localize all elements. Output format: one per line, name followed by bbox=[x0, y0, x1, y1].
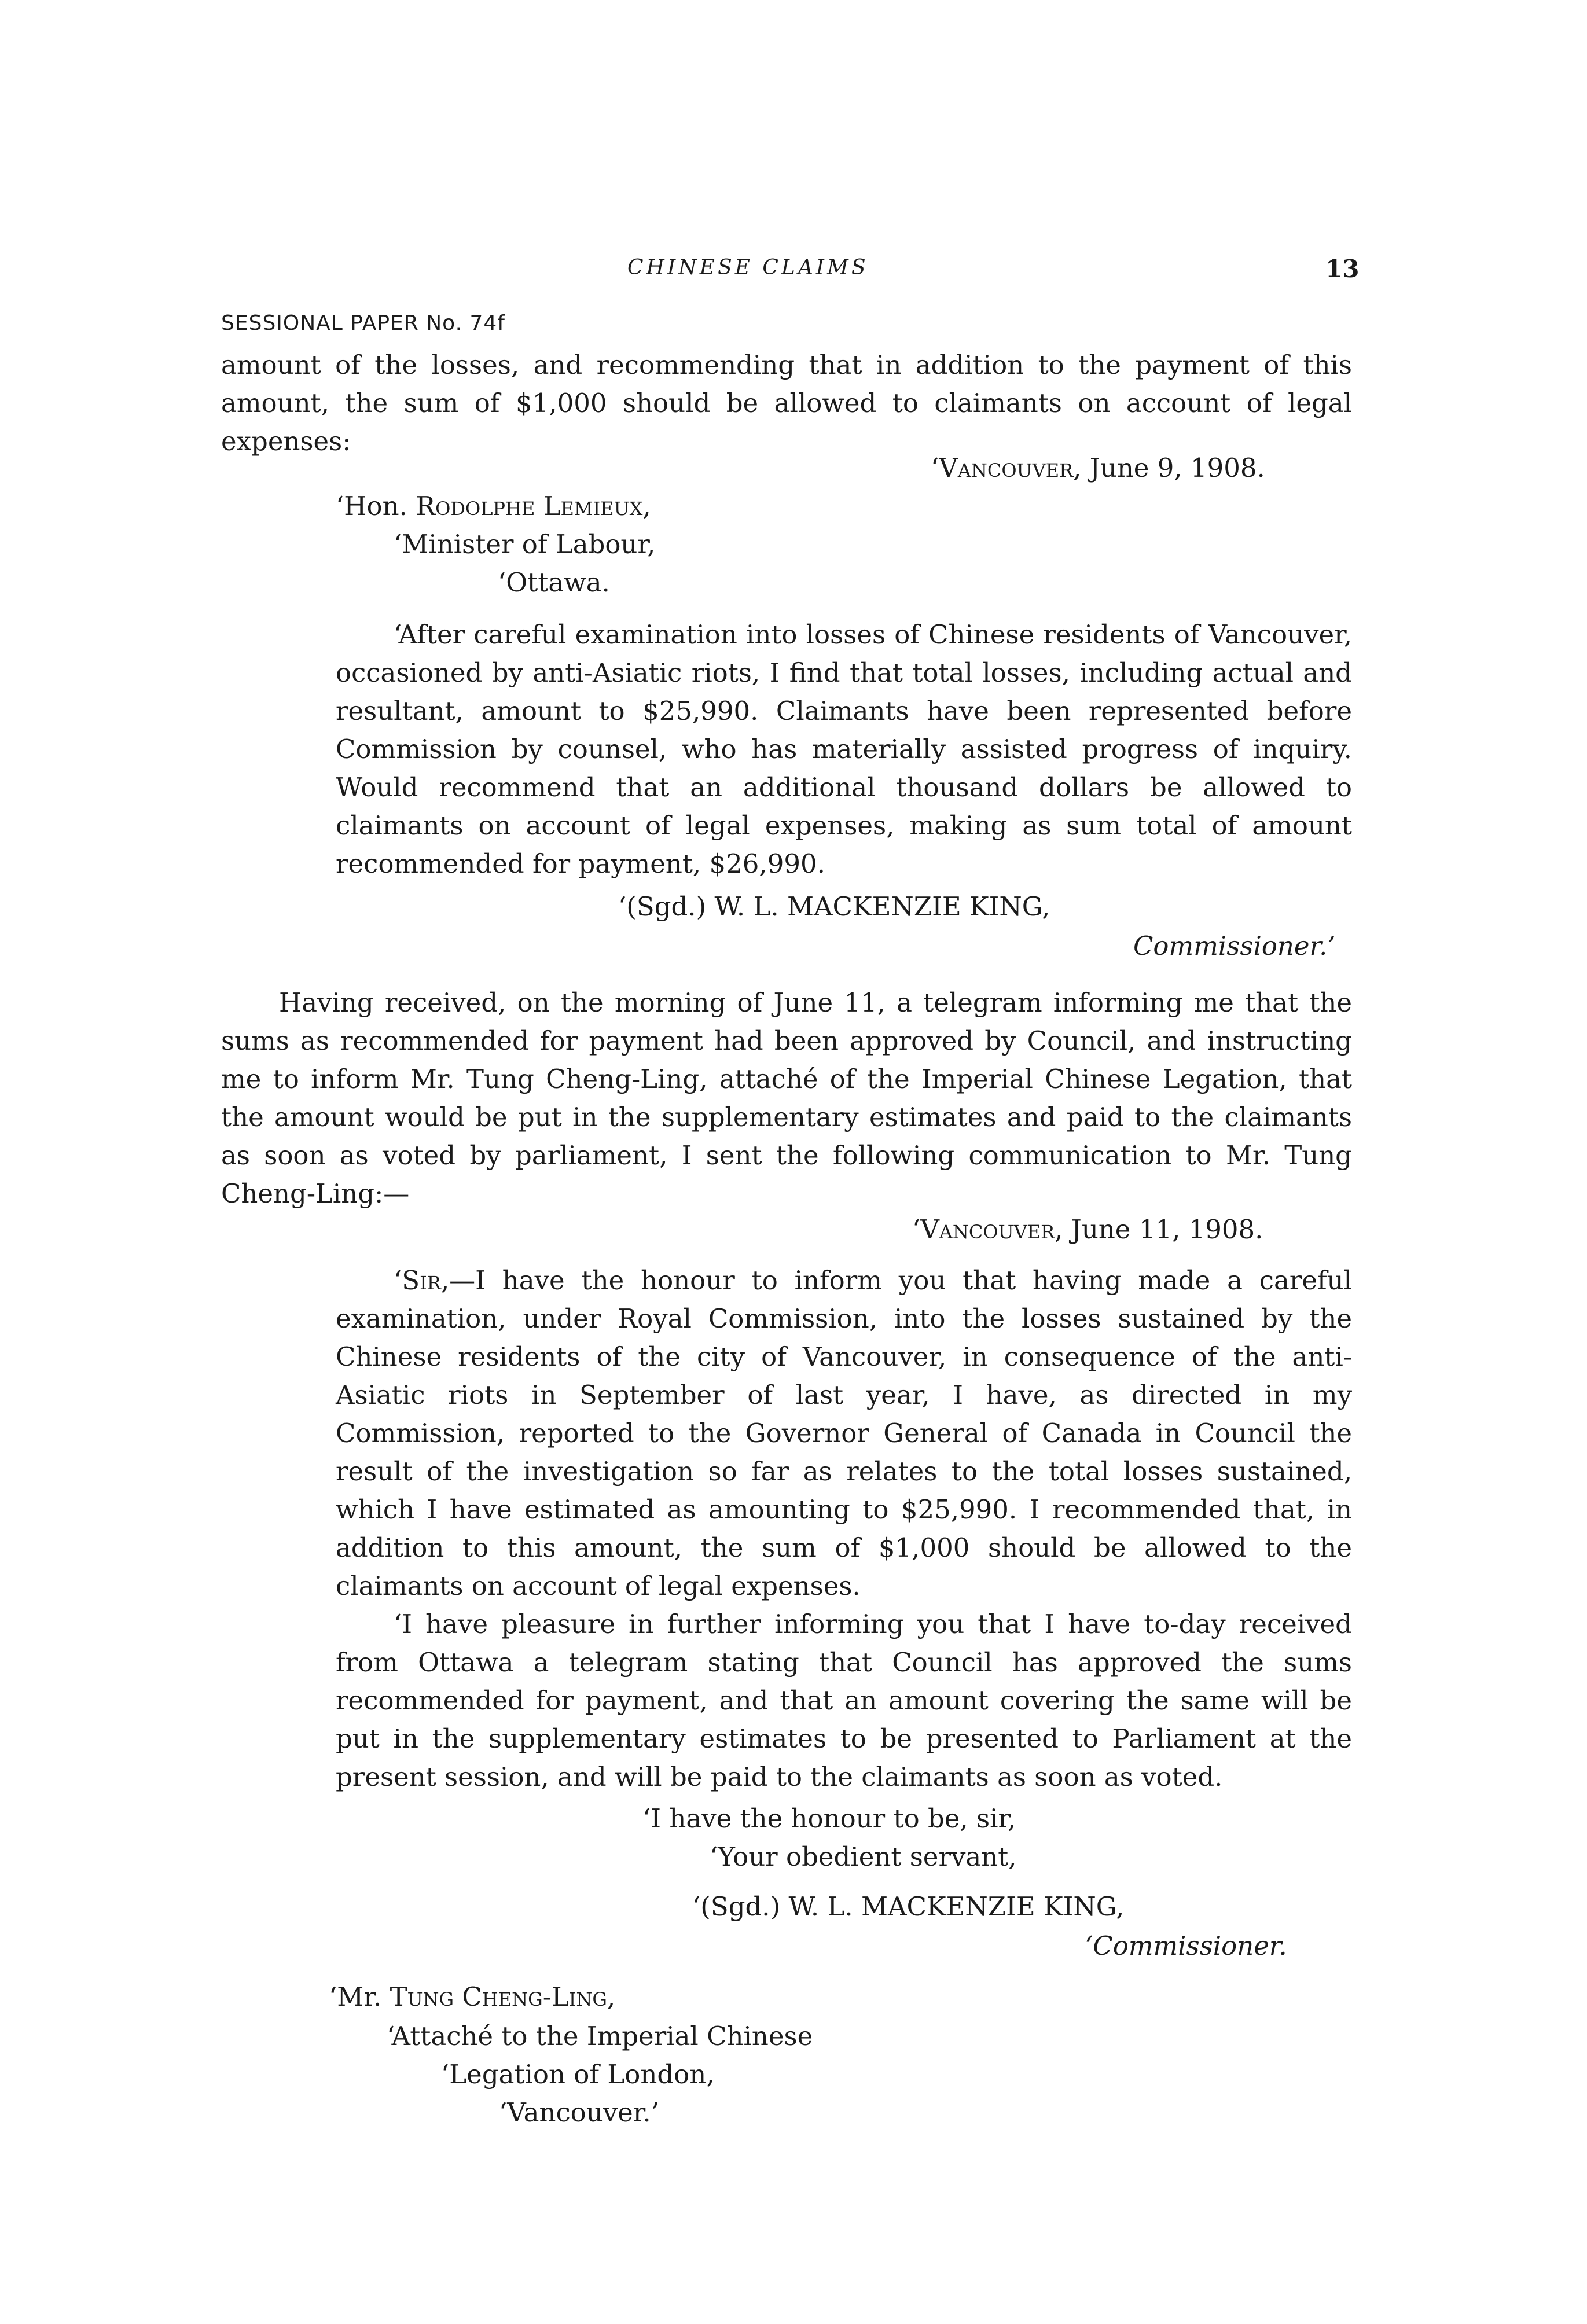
letter-date: June 11, 1908. bbox=[1071, 1214, 1263, 1245]
letter-closing-2: ‘Your obedient servant, bbox=[710, 1841, 1017, 1872]
letter-addressee-name bbox=[329, 1978, 615, 2016]
telegram1-addressee-name bbox=[336, 487, 651, 525]
telegram1-addressee-line2: ‘Minister of Labour, bbox=[394, 529, 656, 560]
telegram1-date: June 9, 1908. bbox=[1089, 453, 1265, 483]
letter-paragraph-1-text: —I have the honour to inform you that having made a careful examination, under Royal Commission, into the losses sustained by the Chinese residents of the city of Vancouver, in consequence of the anti-Asiatic riots in September of last year, I have, as directed in my Commission, reported to the Governor General of Canada in Council the result of the investigation so far as relates to the total losses sustained, which I have estimated as amounting to $25,990. I recommended that, in addition to this amount, the sum of $1,000 should be allowed to the claimants on account of legal expenses. bbox=[336, 1265, 1352, 1601]
telegram1-signature: ‘(Sgd.) W. L. MACKENZIE KING, bbox=[618, 891, 1050, 922]
intro-paragraph: amount of the losses, and recommending that in addition to the payment of this amount, the sum of $1,000 should be allowed to claimants on account of legal expenses: bbox=[221, 350, 1352, 457]
page-number: 13 bbox=[1325, 255, 1360, 283]
letter-signature: ‘(Sgd.) W. L. MACKENZIE KING, bbox=[692, 1891, 1125, 1922]
letter-addressee-line3: ‘Legation of London, bbox=[441, 2059, 715, 2090]
telegram1-addressee-line3: ‘Ottawa. bbox=[498, 567, 610, 598]
letter-salutation: ‘Sir, bbox=[394, 1265, 450, 1296]
telegram1-dateline bbox=[931, 449, 1265, 487]
narrative-paragraph: Having received, on the morning of June 11, a telegram informing me that the sums as recommended for payment had been approved by Council, and instructing me to inform Mr. Tung Cheng-Ling, attaché of the Imperial Chinese Legation, that the amount would be put in the supplementary estimates and paid to the claimants as soon as voted by parliament, I sent the following communication to Mr. Tung Cheng-Ling:— bbox=[221, 987, 1352, 1209]
telegram1-body: ‘After careful examination into losses of Chinese residents of Vancouver, occasioned by anti-Asiatic riots, I find that total losses, including actual and resultant, amount to $25,990. Claimants have been represented before Commission by counsel, who has materially assisted progress of inquiry. Would recommend that an additional thousand dollars be allowed to claimants on account of legal expenses, making as sum total of amount recommended for payment, $26,990. bbox=[336, 619, 1352, 879]
letter-signatory-title: ‘Commissioner. bbox=[1085, 1930, 1287, 1961]
telegram1-quote: ‘ bbox=[931, 453, 939, 483]
running-title: CHINESE CLAIMS bbox=[627, 256, 869, 280]
letter-addressee-line4: ‘Vancouver.’ bbox=[499, 2097, 659, 2128]
telegram1-place: Vancouver, bbox=[939, 453, 1082, 483]
letter-addressee-line2: ‘Attaché to the Imperial Chinese bbox=[387, 2021, 813, 2051]
letter-addressee-person: Tung Cheng-Ling, bbox=[390, 1981, 616, 2012]
letter-place: Vancouver, bbox=[920, 1214, 1063, 1245]
telegram1-signatory-title: Commissioner.’ bbox=[1133, 931, 1336, 961]
letter-dateline bbox=[912, 1211, 1263, 1249]
letter-quote: ‘ bbox=[912, 1214, 921, 1245]
letter-closing-1: ‘I have the honour to be, sir, bbox=[642, 1803, 1016, 1834]
telegram1-addressee-person: Rodolphe Lemieux, bbox=[416, 491, 651, 521]
letter-addressee-prefix: ‘Mr. bbox=[329, 1981, 382, 2012]
letter-paragraph-1 bbox=[336, 1262, 1352, 1605]
letter-paragraph-2: ‘I have pleasure in further informing you that I have to-day received from Ottawa a telegram stating that Council has approved the sums recommended for payment, and that an amount covering the same will be put in the supplementary estimates to be presented to Parliament at the present session, and will be paid to the claimants as soon as voted. bbox=[336, 1609, 1352, 1792]
telegram1-addressee-prefix: ‘Hon. bbox=[336, 491, 407, 521]
sessional-paper-label: SESSIONAL PAPER No. 74f bbox=[221, 311, 505, 335]
